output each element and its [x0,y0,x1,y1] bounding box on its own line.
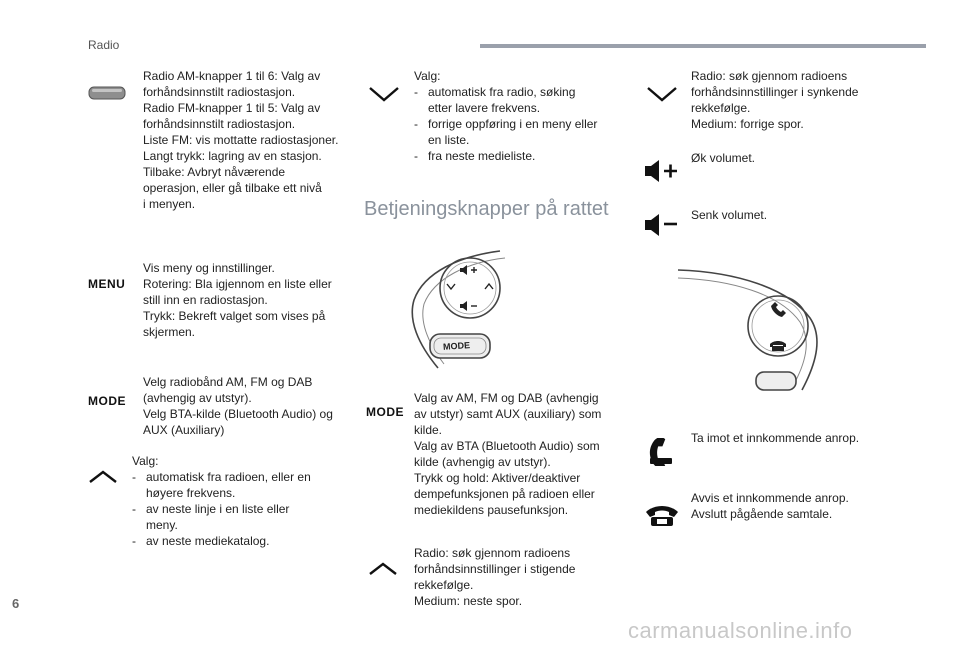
answer-call-description: Ta imot et innkommende anrop. [691,431,860,445]
preset-description: Radio AM-knapper 1 til 6: Valg av forhåndsinnstilt radiostasjon. Radio FM-knapper 1 til 5: Valg av forhåndsinnstilt radiostasjon. Liste FM: vis mottatte radiostasjoner. Langt trykk: lagring av en stasjon. Tilbake: Avbryt nåværende operasjon, eller gå tilbake ett nivå i menyen. [143,69,339,211]
volume-up-icon [643,158,679,184]
header-rule [480,44,926,48]
phone-answer-icon [644,438,678,466]
chevron-up-icon [88,470,118,484]
mode-description: Velg radiobånd AM, FM og DAB (avhengig av utstyr). Velg BTA-kilde (Bluetooth Audio) og AUX (Auxiliary) [143,375,333,437]
volume-down-icon [460,301,477,311]
volume-down-icon [643,212,679,238]
page-number: 6 [12,596,20,611]
wheel-mode-button-label: MODE [366,405,404,419]
volume-down-description: Senk volumet. [691,208,768,222]
down-selection-description: Valg: - automatisk fra radio, søking etter lavere frekvens. - forrige oppføring i en meny eller en liste. - fra neste medieliste. [414,69,598,163]
chevron-down-icon [447,284,455,289]
steering-wheel-left-controls-illustration [408,248,512,376]
wheel-mode-description: Valg av AM, FM og DAB (avhengig av utstyr) samt AUX (auxiliary) som kilde. Valg av BTA (Bluetooth Audio) som kilde (avhengig av utstyr). Trykk og hold: Aktiver/deaktiver dempefunksjonen på radioen eller mediekildens pausefunksjon. [414,391,602,517]
mode-button-label: MODE [88,394,126,408]
phone-hangup-icon [770,341,786,351]
section-title: Betjeningsknapper på rattet [364,198,609,220]
menu-button-label: MENU [88,277,126,291]
up-selection-description: Valg: - automatisk fra radioen, eller en høyere frekvens. - av neste linje i en liste eller meny. - av neste mediekatalog. [132,454,311,548]
running-header: Radio [88,38,120,52]
phone-answer-icon [771,302,786,317]
wheel-mode-label: MODE [442,340,471,352]
reject-call-description: Avvis et innkommende anrop. Avslutt pågående samtale. [691,491,849,521]
watermark: carmanualsonline.info [628,618,853,643]
chevron-up-icon [368,562,398,576]
menu-description: Vis meny og innstillinger. Rotering: Bla igjennom en liste eller still inn en radiostasjon. Trykk: Bekreft valget som vises på skjermen. [143,261,332,339]
wheel-down-description: Radio: søk gjennom radioens forhåndsinnstillinger i synkende rekkefølge. Medium: forrige spor. [691,69,859,131]
volume-up-description: Øk volumet. [691,151,756,165]
wheel-up-description: Radio: søk gjennom radioens forhåndsinnstillinger i stigende rekkefølge. Medium: neste spor. [414,546,576,608]
preset-button-icon [88,86,126,100]
steering-wheel-right-controls-illustration [676,266,826,398]
chevron-down-icon [646,86,678,102]
chevron-up-icon [485,284,493,289]
chevron-down-icon [368,86,400,102]
phone-hangup-icon [644,502,680,528]
